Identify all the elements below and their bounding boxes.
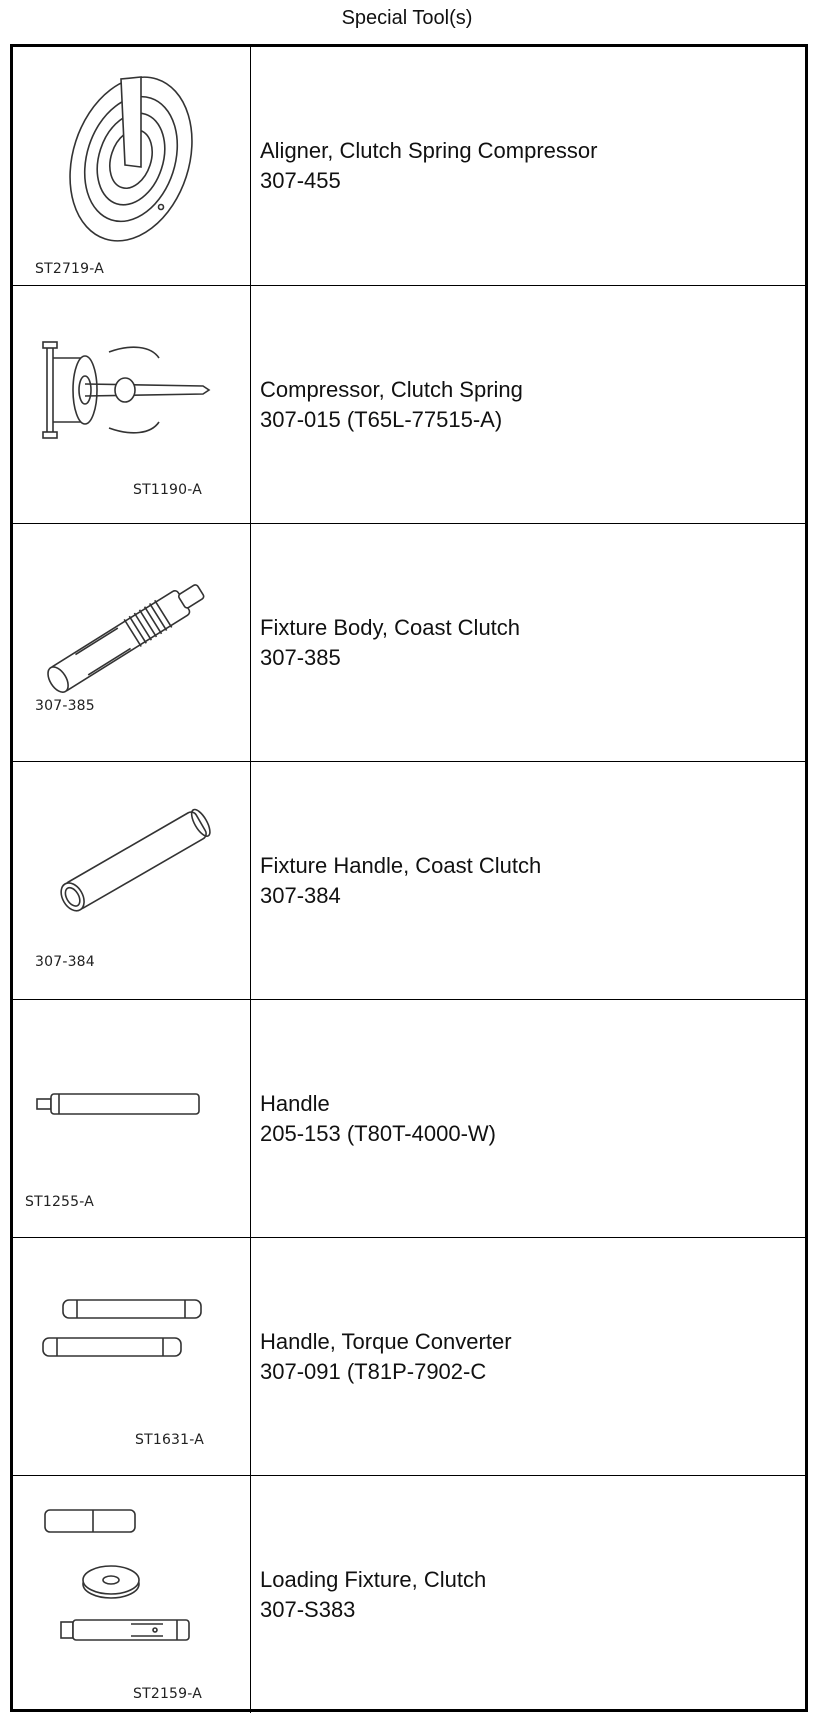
clutch-spring-aligner-icon bbox=[13, 47, 249, 285]
tool-description bbox=[260, 286, 790, 523]
table-row bbox=[13, 999, 805, 1237]
table-row bbox=[13, 1475, 805, 1713]
tool-description bbox=[260, 47, 790, 285]
table-row bbox=[13, 47, 805, 285]
tool-image-cell bbox=[13, 524, 251, 761]
page-title: Special Tool(s) bbox=[341, 7, 473, 29]
tool-image-cell bbox=[13, 47, 251, 285]
table-row bbox=[13, 285, 805, 523]
tool-name: Handle bbox=[260, 1090, 330, 1116]
tool-image-cell bbox=[13, 286, 251, 523]
clutch-spring-compressor-icon bbox=[13, 286, 249, 524]
tool-description bbox=[260, 1238, 790, 1475]
tool-number: 307-385 bbox=[260, 644, 341, 670]
tool-image-cell bbox=[13, 1238, 251, 1475]
loading-fixture-icon bbox=[13, 1476, 249, 1714]
tool-description bbox=[260, 1476, 790, 1713]
tool-image-label: ST2159-A bbox=[133, 1686, 202, 1702]
torque-converter-handle-icon bbox=[13, 1238, 249, 1476]
tool-image-cell bbox=[13, 1476, 251, 1713]
tool-number: 205-153 (T80T-4000-W) bbox=[260, 1120, 496, 1146]
tool-number: 307-015 (T65L-77515-A) bbox=[260, 406, 503, 432]
tool-name: Fixture Handle, Coast Clutch bbox=[260, 852, 542, 878]
tool-name: Loading Fixture, Clutch bbox=[260, 1566, 487, 1592]
tool-image-label: ST1190-A bbox=[133, 482, 202, 498]
tool-name: Aligner, Clutch Spring Compressor bbox=[260, 138, 598, 163]
tool-description bbox=[260, 762, 790, 999]
tool-image-label: ST1255-A bbox=[25, 1194, 94, 1210]
tool-image-label: 307-384 bbox=[35, 954, 95, 970]
special-tools-table bbox=[10, 44, 808, 1712]
tool-name: Compressor, Clutch Spring bbox=[260, 376, 523, 402]
tool-image-cell bbox=[13, 1000, 251, 1237]
tool-description bbox=[260, 1000, 790, 1237]
tool-number: 307-455 bbox=[260, 168, 341, 193]
tool-description bbox=[260, 524, 790, 761]
tool-number: 307-384 bbox=[260, 882, 341, 908]
table-row bbox=[13, 1237, 805, 1475]
tool-name: Fixture Body, Coast Clutch bbox=[260, 614, 521, 640]
tool-number: 307-091 (T81P-7902-C bbox=[260, 1358, 487, 1384]
tool-image-label: 307-385 bbox=[35, 698, 95, 714]
tool-image-label: ST1631-A bbox=[135, 1432, 204, 1448]
table-row bbox=[13, 523, 805, 761]
tool-number: 307-S383 bbox=[260, 1596, 356, 1622]
fixture-body-icon bbox=[13, 524, 249, 762]
tool-image-label: ST2719-A bbox=[35, 261, 104, 277]
tool-image-cell bbox=[13, 762, 251, 999]
tool-name: Handle, Torque Converter bbox=[260, 1328, 512, 1354]
table-row bbox=[13, 761, 805, 999]
